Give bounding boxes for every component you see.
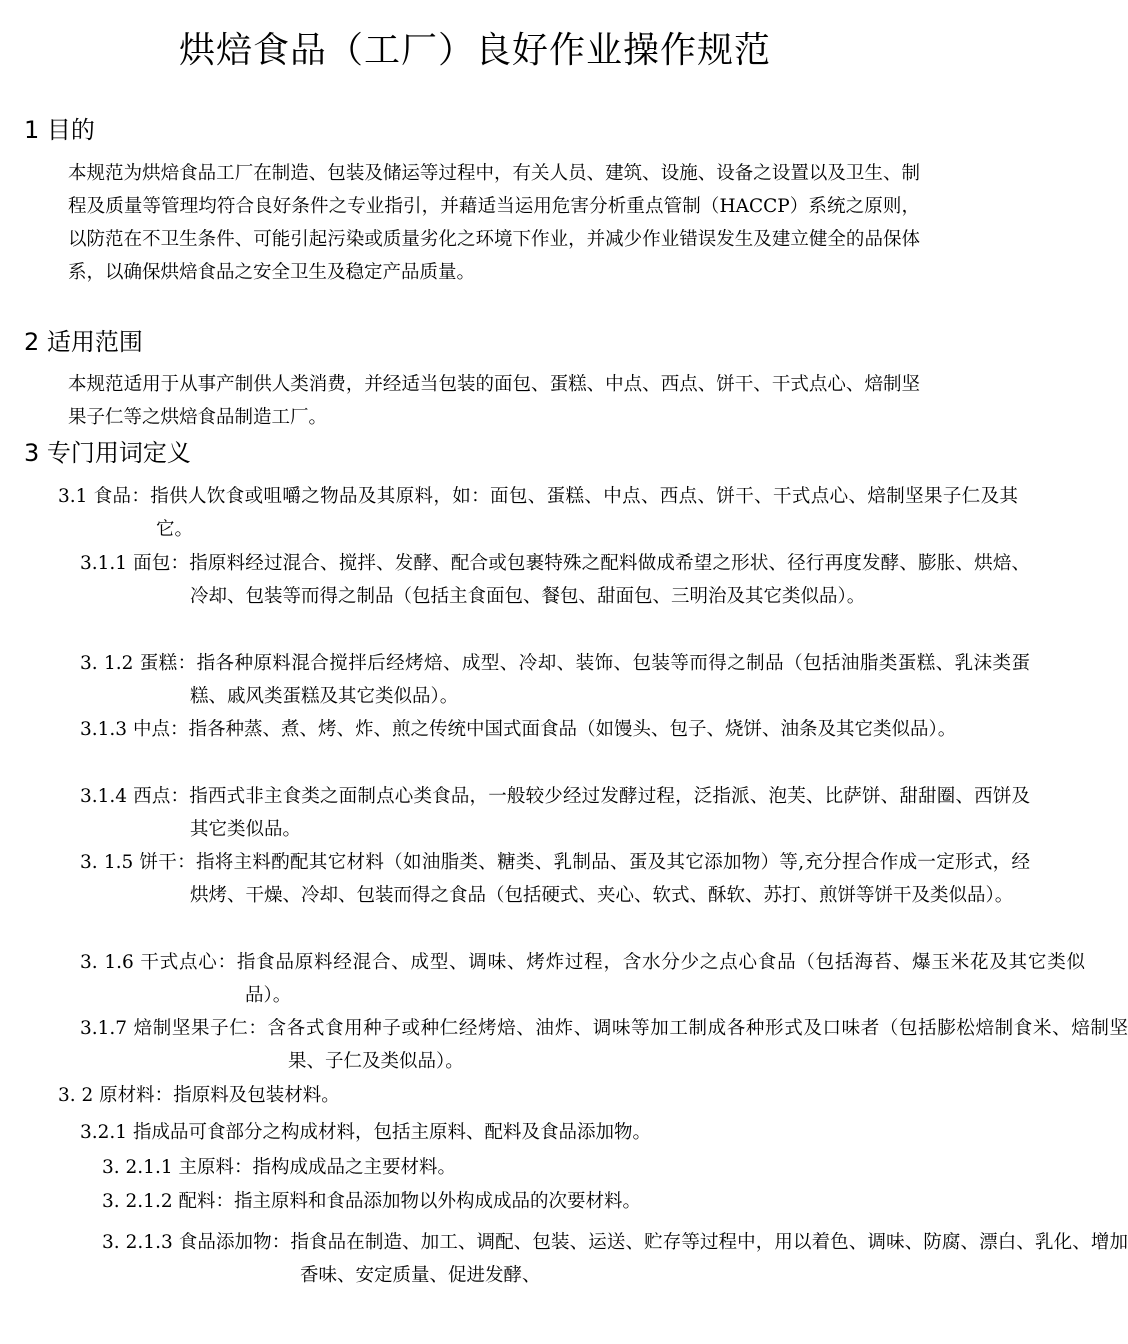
definition-item-roasted-nuts [80,1012,1128,1078]
definition-item-biscuit [80,846,1030,912]
definition-item-food-additive [102,1226,1128,1292]
definition-term: 3. 1.5 饼干： [80,852,196,873]
definition-body: 指食品在制造、加工、调配、包装、运送、贮存等过程中，用以着色、调味、防腐、漂白、乳化、增加香味、安定质量、促进发酵、 [290,1232,1128,1286]
definition-term: 3. 1.6 干式点心： [80,952,237,973]
definition-body: 指原料经过混合、搅拌、发酵、配合或包裹特殊之配料做成希望之形状、径行再度发酵、膨胀、烘焙、冷却、包装等而得之制品（包括主食面包、餐包、甜面包、三明治及其它类似品）。 [189,553,1031,607]
definition-item-cake [80,647,1030,713]
definition-term: 3.1.4 西点： [80,786,190,807]
definition-item-food [58,480,1018,546]
definition-item-main-ingredient [102,1151,456,1184]
definition-term: 3.2.1 [80,1122,133,1143]
definition-item-chinese-pastry [80,713,1030,746]
definition-term: 3. 2.1.3 食品添加物： [102,1232,291,1253]
document-title: 烘焙食品（工厂）良好作业操作规范 [178,30,771,71]
section-text-purpose: 本规范为烘焙食品工厂在制造、包装及储运等过程中，有关人员、建筑、设施、设备之设置以及卫生、制程及质量等管理均符合良好条件之专业指引，并藉适当运用危害分析重点管制（HACCP）系统之原则，以防范在不卫生条件、可能引起污染或质量劣化之环境下作业，并减少作业错误发生及建立健全的品保体系，以确保烘焙食品之安全卫生及稳定产品质量。 [68,163,920,283]
definition-term: 3.1.7 焙制坚果子仁： [80,1018,268,1039]
definition-term: 3.1.3 中点： [80,719,189,740]
definition-body: 指将主料酌配其它材料（如油脂类、糖类、乳制品、蛋及其它添加物）等,充分捏合作成一定形式，经烘烤、干燥、冷却、包装而得之食品（包括硬式、夹心、软式、酥软、苏打、煎饼等饼干及类似品）。 [190,852,1030,906]
definition-body: 指各种蒸、煮、烤、炸、煎之传统中国式面食品（如馒头、包子、烧饼、油条及其它类似品）。 [188,719,957,740]
definition-item-bread [80,547,1030,613]
definition-item-ingredients [80,1116,651,1149]
definition-term: 3. 2 原材料： [58,1085,174,1106]
definition-term: 3.1.1 面包： [80,553,190,574]
definition-body: 含各式食用种子或种仁经烤焙、油炸、调味等加工制成各种形式及口味者（包括膨松焙制食米、焙制坚果、子仁及类似品）。 [267,1018,1128,1072]
definition-term: 3.1 食品： [58,486,151,507]
definition-body: 指主原料和食品添加物以外构成成品的次要材料。 [234,1191,642,1212]
definition-body: 指食品原料经混合、成型、调味、烤炸过程，含水分少之点心食品（包括海苔、爆玉米花及其它类似品）。 [236,952,1085,1006]
section-heading-scope: 2 适用范围 [24,328,143,356]
definition-body: 指成品可食部分之构成材料，包括主原料、配料及食品添加物。 [132,1122,651,1143]
section-heading-purpose: 1 目的 [24,116,95,144]
definition-body: 指各种原料混合搅拌后经烤焙、成型、冷却、装饰、包装等而得之制品（包括油脂类蛋糕、乳沫类蛋糕、戚风类蛋糕及其它类似品）。 [190,653,1030,707]
section-text-scope: 本规范适用于从事产制供人类消费，并经适当包装的面包、蛋糕、中点、西点、饼干、干式点心、焙制坚果子仁等之烘焙食品制造工厂。 [68,374,920,428]
definition-item-dry-snack [80,946,1085,1012]
definition-body: 指原料及包装材料。 [173,1085,340,1106]
definition-body: 指构成成品之主要材料。 [252,1157,457,1178]
definition-item-western-pastry [80,780,1030,846]
definition-term: 3. 2.1.2 配料： [102,1191,234,1212]
definition-body: 指供人饮食或咀嚼之物品及其原料，如：面包、蛋糕、中点、西点、饼干、干式点心、焙制坚果子仁及其它。 [150,486,1018,540]
definition-item-auxiliary-ingredient [102,1185,641,1218]
section-heading-definitions: 3 专门用词定义 [24,439,191,467]
definition-term: 3. 2.1.1 主原料： [102,1157,253,1178]
definition-body: 指西式非主食类之面制点心类食品，一般较少经过发酵过程，泛指派、泡芙、比萨饼、甜甜圈、西饼及其它类似品。 [189,786,1031,840]
definition-item-raw-materials [58,1079,340,1112]
definition-term: 3. 1.2 蛋糕： [80,653,197,674]
